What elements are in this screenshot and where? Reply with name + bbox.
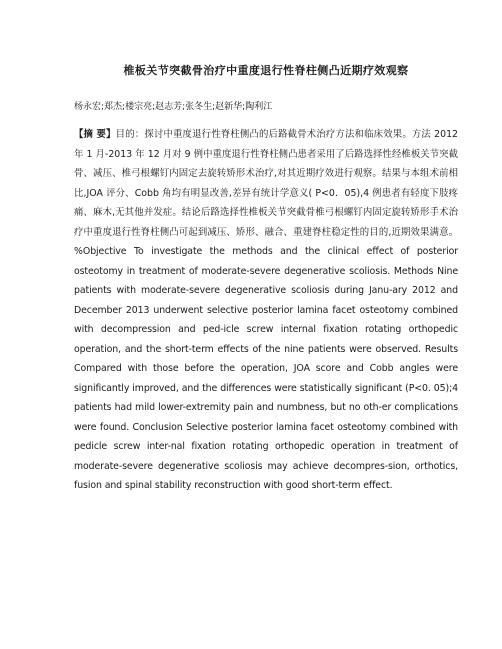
paper-title: 椎板关节突截骨治疗中重度退行性脊柱侧凸近期疗效观察 — [123, 64, 409, 77]
abstract-label: 【摘 要】 — [74, 129, 116, 140]
author-list: 杨永宏;郑杰;楼宗亮;赵志芳;张冬生;赵新华;陶利江 — [74, 102, 273, 112]
abstract-english: Objective To investigate the methods and the clinical effect of posterior osteotomy in treatment of moderate-severe degenerative scoliosis. Methods Nine patients with moderate-severe degenerative scoliosis during Janu-ary 2012 and December 2013 underwent selective posterior lamina facet osteotomy combined with decompression and ped-icle screw internal fixation rotating orthopedic operation, and the short-term effects of the nine patients were observed. Results Compared with those before the operation, JOA score and Cobb angles were significantly improved, and the differences were statistically significant (P<0. 05);4 patients had mild lower-extremity pain and numbness, but no oth-er complications were found. Conclusion Selective posterior lamina facet osteotomy combined with pedicle screw inter-nal fixation rotating orthopedic operation in treatment of moderate-severe degenerative scoliosis may achieve decompres-sion, orthotics, fusion and spinal stability reconstruction with good short-term effect. — [74, 246, 458, 491]
abstract-chinese: 目的：探讨中重度退行性脊柱侧凸的后路截骨术治疗方法和临床效果。方法 2012 年 1 月-2013 年 12 月对 9 例中重度退行性脊柱侧凸患者采用了后路选择性经椎板关节突截骨、减压、椎弓根螺钉内固定去旋转矫形术治疗,对其近期疗效进行观察。结果与本组术前相比,JOA 评分、Cobb 角均有明显改善,差异有统计学意义( P<0．05),4 例患者有轻度下肢疼痛、麻木,无其他并发症。结论后路选择性椎板关节突截骨椎弓根螺钉内固定旋转矫形手术治疗中重度退行性脊柱侧凸可起到减压、矫形、融合、重建脊柱稳定性的目的,近期效果满意。% — [74, 129, 459, 257]
abstract — [74, 125, 458, 496]
